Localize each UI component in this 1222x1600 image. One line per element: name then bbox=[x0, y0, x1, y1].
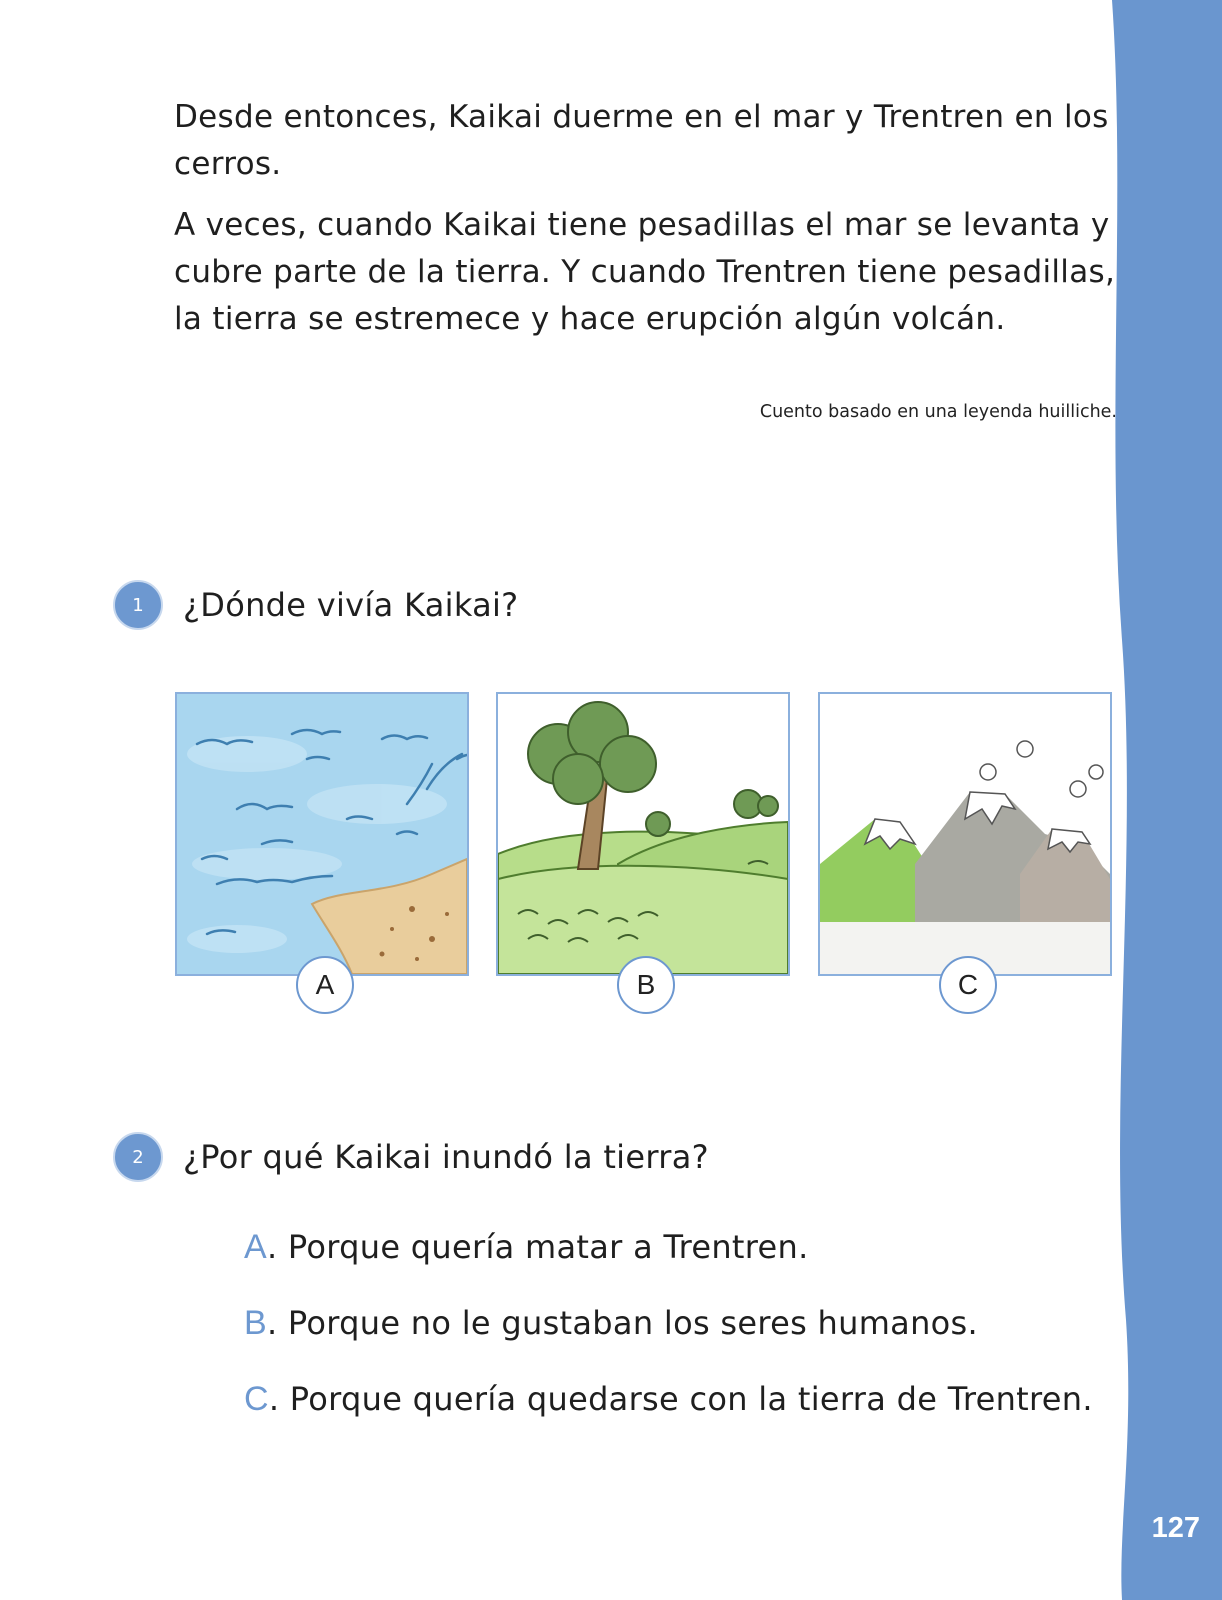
option-image-a[interactable] bbox=[175, 692, 469, 976]
answer-text: . Porque quería quedarse con la tierra de Trentren. bbox=[268, 1380, 1093, 1418]
option-image-b[interactable] bbox=[496, 692, 790, 976]
answer-option-c[interactable] bbox=[244, 1380, 1093, 1419]
option-label-c[interactable]: C bbox=[939, 956, 997, 1014]
story-text bbox=[174, 94, 1129, 357]
story-source: Cuento basado en una leyenda huilliche. bbox=[759, 402, 1117, 422]
answer-text: . Porque quería matar a Trentren. bbox=[266, 1228, 809, 1266]
question-text: ¿Dónde vivía Kaikai? bbox=[183, 586, 519, 624]
story-paragraph: A veces, cuando Kaikai tiene pesadillas el mar se levanta y cubre parte de la tierra. Y cuando Trentren tiene pesadillas, la tierra se estremece y hace erupción algún volcán. bbox=[174, 207, 1116, 337]
page-number: 127 bbox=[1151, 1512, 1200, 1544]
question-number-badge: 2 bbox=[113, 1132, 163, 1182]
option-image-c[interactable] bbox=[818, 692, 1112, 976]
answer-letter: A bbox=[244, 1228, 267, 1266]
option-label-b[interactable]: B bbox=[617, 956, 675, 1014]
tree-hills-illustration bbox=[498, 694, 788, 974]
answer-option-b[interactable] bbox=[244, 1304, 978, 1343]
answer-letter: C bbox=[244, 1380, 269, 1418]
question-number-badge: 1 bbox=[113, 580, 163, 630]
question-2 bbox=[113, 1132, 709, 1182]
question-text: ¿Por qué Kaikai inundó la tierra? bbox=[183, 1138, 709, 1176]
answer-text: . Porque no le gustaban los seres humanos. bbox=[266, 1304, 978, 1342]
story-paragraph: Desde entonces, Kaikai duerme en el mar y Trentren en los cerros. bbox=[174, 99, 1109, 182]
answer-option-a[interactable] bbox=[244, 1228, 809, 1267]
volcanoes-illustration bbox=[820, 694, 1110, 974]
answer-letter: B bbox=[244, 1304, 267, 1342]
option-label-a[interactable]: A bbox=[296, 956, 354, 1014]
question-1 bbox=[113, 580, 518, 630]
sea-shore-illustration bbox=[177, 694, 467, 974]
